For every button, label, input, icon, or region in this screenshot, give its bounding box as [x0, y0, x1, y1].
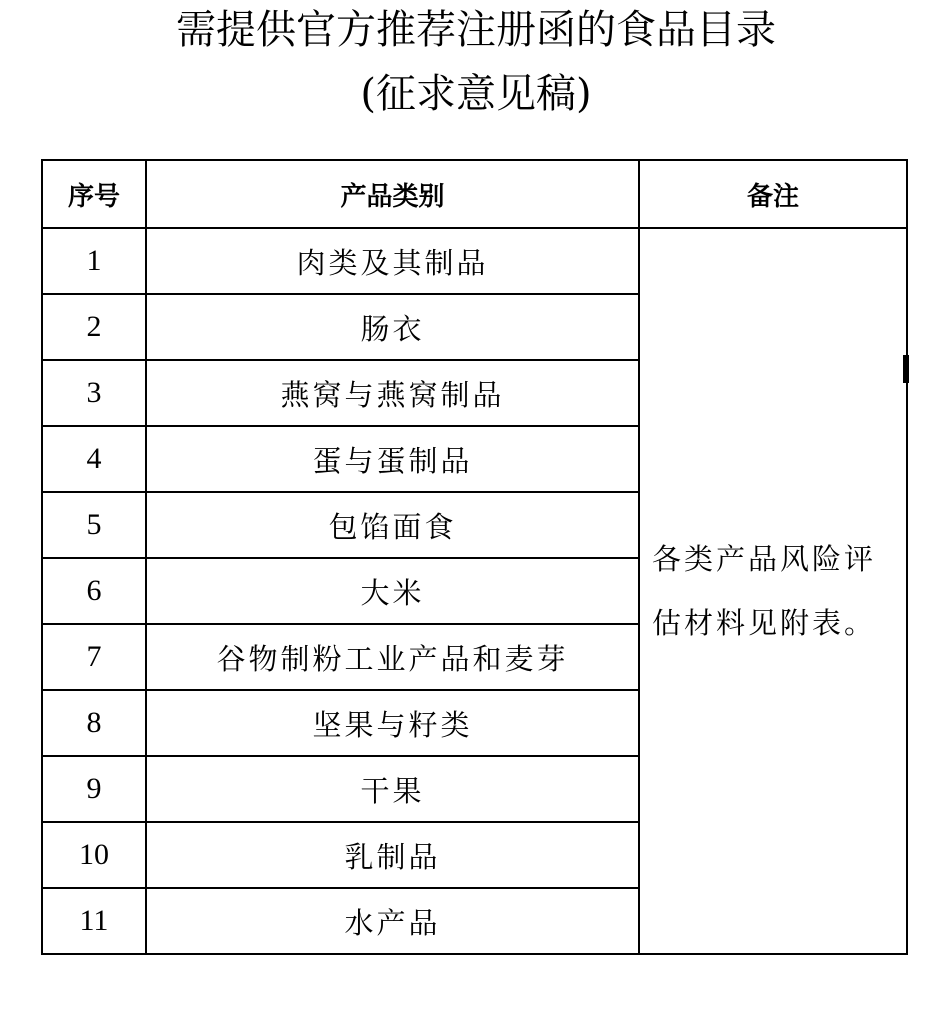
row-number: 4	[42, 426, 146, 492]
row-category: 蛋与蛋制品	[146, 426, 639, 492]
row-number: 10	[42, 822, 146, 888]
row-category: 坚果与籽类	[146, 690, 639, 756]
row-number: 6	[42, 558, 146, 624]
header-category: 产品类别	[146, 160, 639, 228]
food-catalog-table	[41, 159, 908, 955]
row-number: 11	[42, 888, 146, 954]
row-category: 肠衣	[146, 294, 639, 360]
row-number: 5	[42, 492, 146, 558]
row-category: 水产品	[146, 888, 639, 954]
table-row	[42, 228, 907, 294]
margin-mark	[903, 355, 909, 383]
row-number: 1	[42, 228, 146, 294]
row-category: 乳制品	[146, 822, 639, 888]
table-header-row	[42, 160, 907, 228]
row-category: 谷物制粉工业产品和麦芽	[146, 624, 639, 690]
document-subtitle: (征求意见稿)	[360, 71, 592, 117]
row-number: 9	[42, 756, 146, 822]
row-category: 包馅面食	[146, 492, 639, 558]
remarks-cell: 各类产品风险评估材料见附表。	[639, 228, 907, 954]
row-number: 2	[42, 294, 146, 360]
row-number: 8	[42, 690, 146, 756]
header-number: 序号	[42, 160, 146, 228]
row-number: 3	[42, 360, 146, 426]
row-category: 肉类及其制品	[146, 228, 639, 294]
row-number: 7	[42, 624, 146, 690]
row-category: 燕窝与燕窝制品	[146, 360, 639, 426]
header-remarks: 备注	[639, 160, 907, 228]
row-category: 干果	[146, 756, 639, 822]
document-title: 需提供官方推荐注册函的食品目录	[176, 7, 776, 53]
row-category: 大米	[146, 558, 639, 624]
